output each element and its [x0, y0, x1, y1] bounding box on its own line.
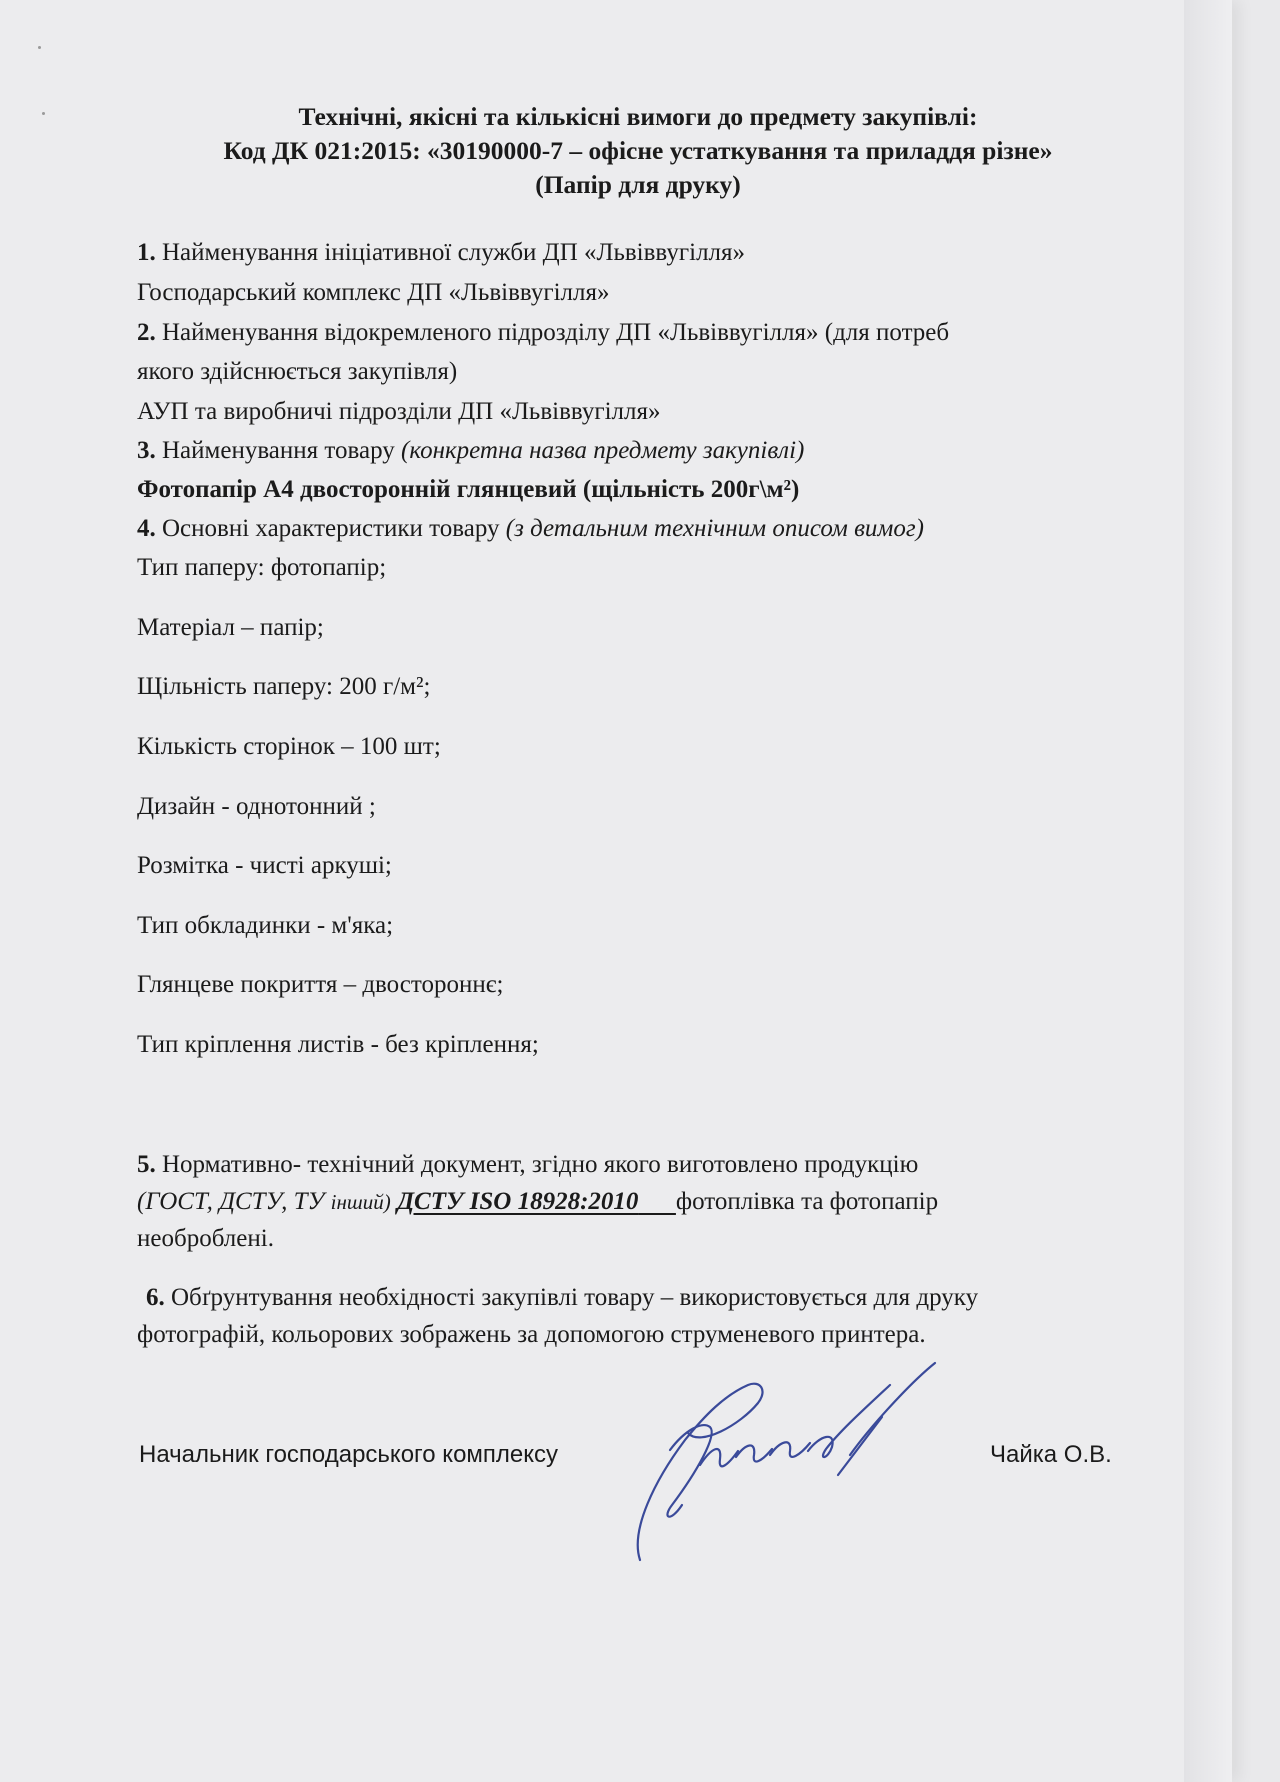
section-number: 3. — [137, 437, 156, 464]
section-5-label — [137, 1148, 918, 1182]
scan-speck — [38, 46, 41, 49]
scan-speck — [42, 112, 45, 115]
section-2-value: АУП та виробничі підрозділи ДП «Львіввугілля» — [137, 398, 661, 425]
section-hint: (ГОСТ, ДСТУ, ТУ — [137, 1188, 331, 1215]
spec-paper-type: Тип паперу: фотопапір; — [137, 554, 387, 581]
heading-line-1: Технічні, якісні та кількісні вимоги до предмету закупівлі: — [298, 102, 978, 131]
spec-ruling: Розмітка - чисті аркуші; — [137, 852, 392, 879]
section-1-label — [137, 236, 745, 270]
section-label-text: Найменування товару — [155, 437, 401, 464]
spec-cover-type: Тип обкладинки - м'яка; — [137, 912, 394, 939]
section-6-label — [146, 1281, 978, 1315]
spec-page-count: Кількість сторінок – 100 шт; — [137, 733, 441, 760]
section-number: 2. — [137, 319, 156, 346]
section-hint-small: інший) — [330, 1190, 391, 1214]
standard-description: фотоплівка та фотопапір — [675, 1188, 939, 1215]
signer-name: Чайка О.В. — [990, 1441, 1112, 1468]
heading-line-3: (Папір для друку) — [535, 170, 741, 199]
section-number: 5. — [137, 1151, 156, 1178]
product-name: Фотопапір А4 двосторонній глянцевий (щільність 200г\м²) — [137, 476, 800, 503]
section-hint: (з детальним технічним описом вимог) — [505, 515, 924, 542]
standard-code: ДСТУ ISO 18928:2010 — [396, 1188, 639, 1215]
spec-design: Дизайн - однотонний ; — [137, 793, 376, 820]
section-2-label — [137, 316, 949, 350]
section-label-text: Нормативно- технічний документ, згідно якого виготовлено продукцію — [155, 1151, 919, 1178]
section-label-text: Основні характеристики товару — [155, 515, 506, 542]
section-hint: (конкретна назва предмету закупівлі) — [401, 437, 805, 464]
section-5-standard — [137, 1185, 938, 1219]
heading-line-2: Код ДК 021:2015: «30190000-7 – офісне устаткування та приладдя різне» — [223, 136, 1053, 165]
section-5-cont: необроблені. — [137, 1225, 274, 1252]
underline-gap — [638, 1188, 676, 1215]
signer-position: Начальник господарського комплексу — [139, 1441, 559, 1468]
spec-gloss-coating: Глянцеве покриття – двостороннє; — [137, 971, 504, 998]
document-heading — [138, 100, 1138, 202]
section-label-text: Найменування ініціативної служби ДП «Львіввугілля» — [155, 239, 746, 266]
section-6-cont: фотографій, кольорових зображень за допомогою струменевого принтера. — [137, 1321, 926, 1348]
section-label-text: Обґрунтування необхідності закупівлі товару – використовується для друку — [164, 1284, 979, 1311]
spec-binding: Тип кріплення листів - без кріплення; — [137, 1031, 539, 1058]
section-3-label — [137, 434, 804, 468]
page-edge-shadow — [1184, 0, 1232, 1782]
spec-density: Щільність паперу: 200 г/м²; — [137, 673, 431, 700]
section-2-label-cont: якого здійснюється закупівля) — [137, 358, 458, 385]
section-1-value: Господарський комплекс ДП «Львіввугілля» — [137, 279, 610, 306]
section-4-label — [137, 512, 924, 546]
section-label-text: Найменування відокремленого підрозділу ДП «Львіввугілля» (для потреб — [155, 319, 950, 346]
section-number: 6. — [146, 1284, 165, 1311]
spec-material: Матеріал – папір; — [137, 614, 324, 641]
section-number: 4. — [137, 515, 156, 542]
section-number: 1. — [137, 239, 156, 266]
handwritten-signature — [600, 1355, 1000, 1575]
